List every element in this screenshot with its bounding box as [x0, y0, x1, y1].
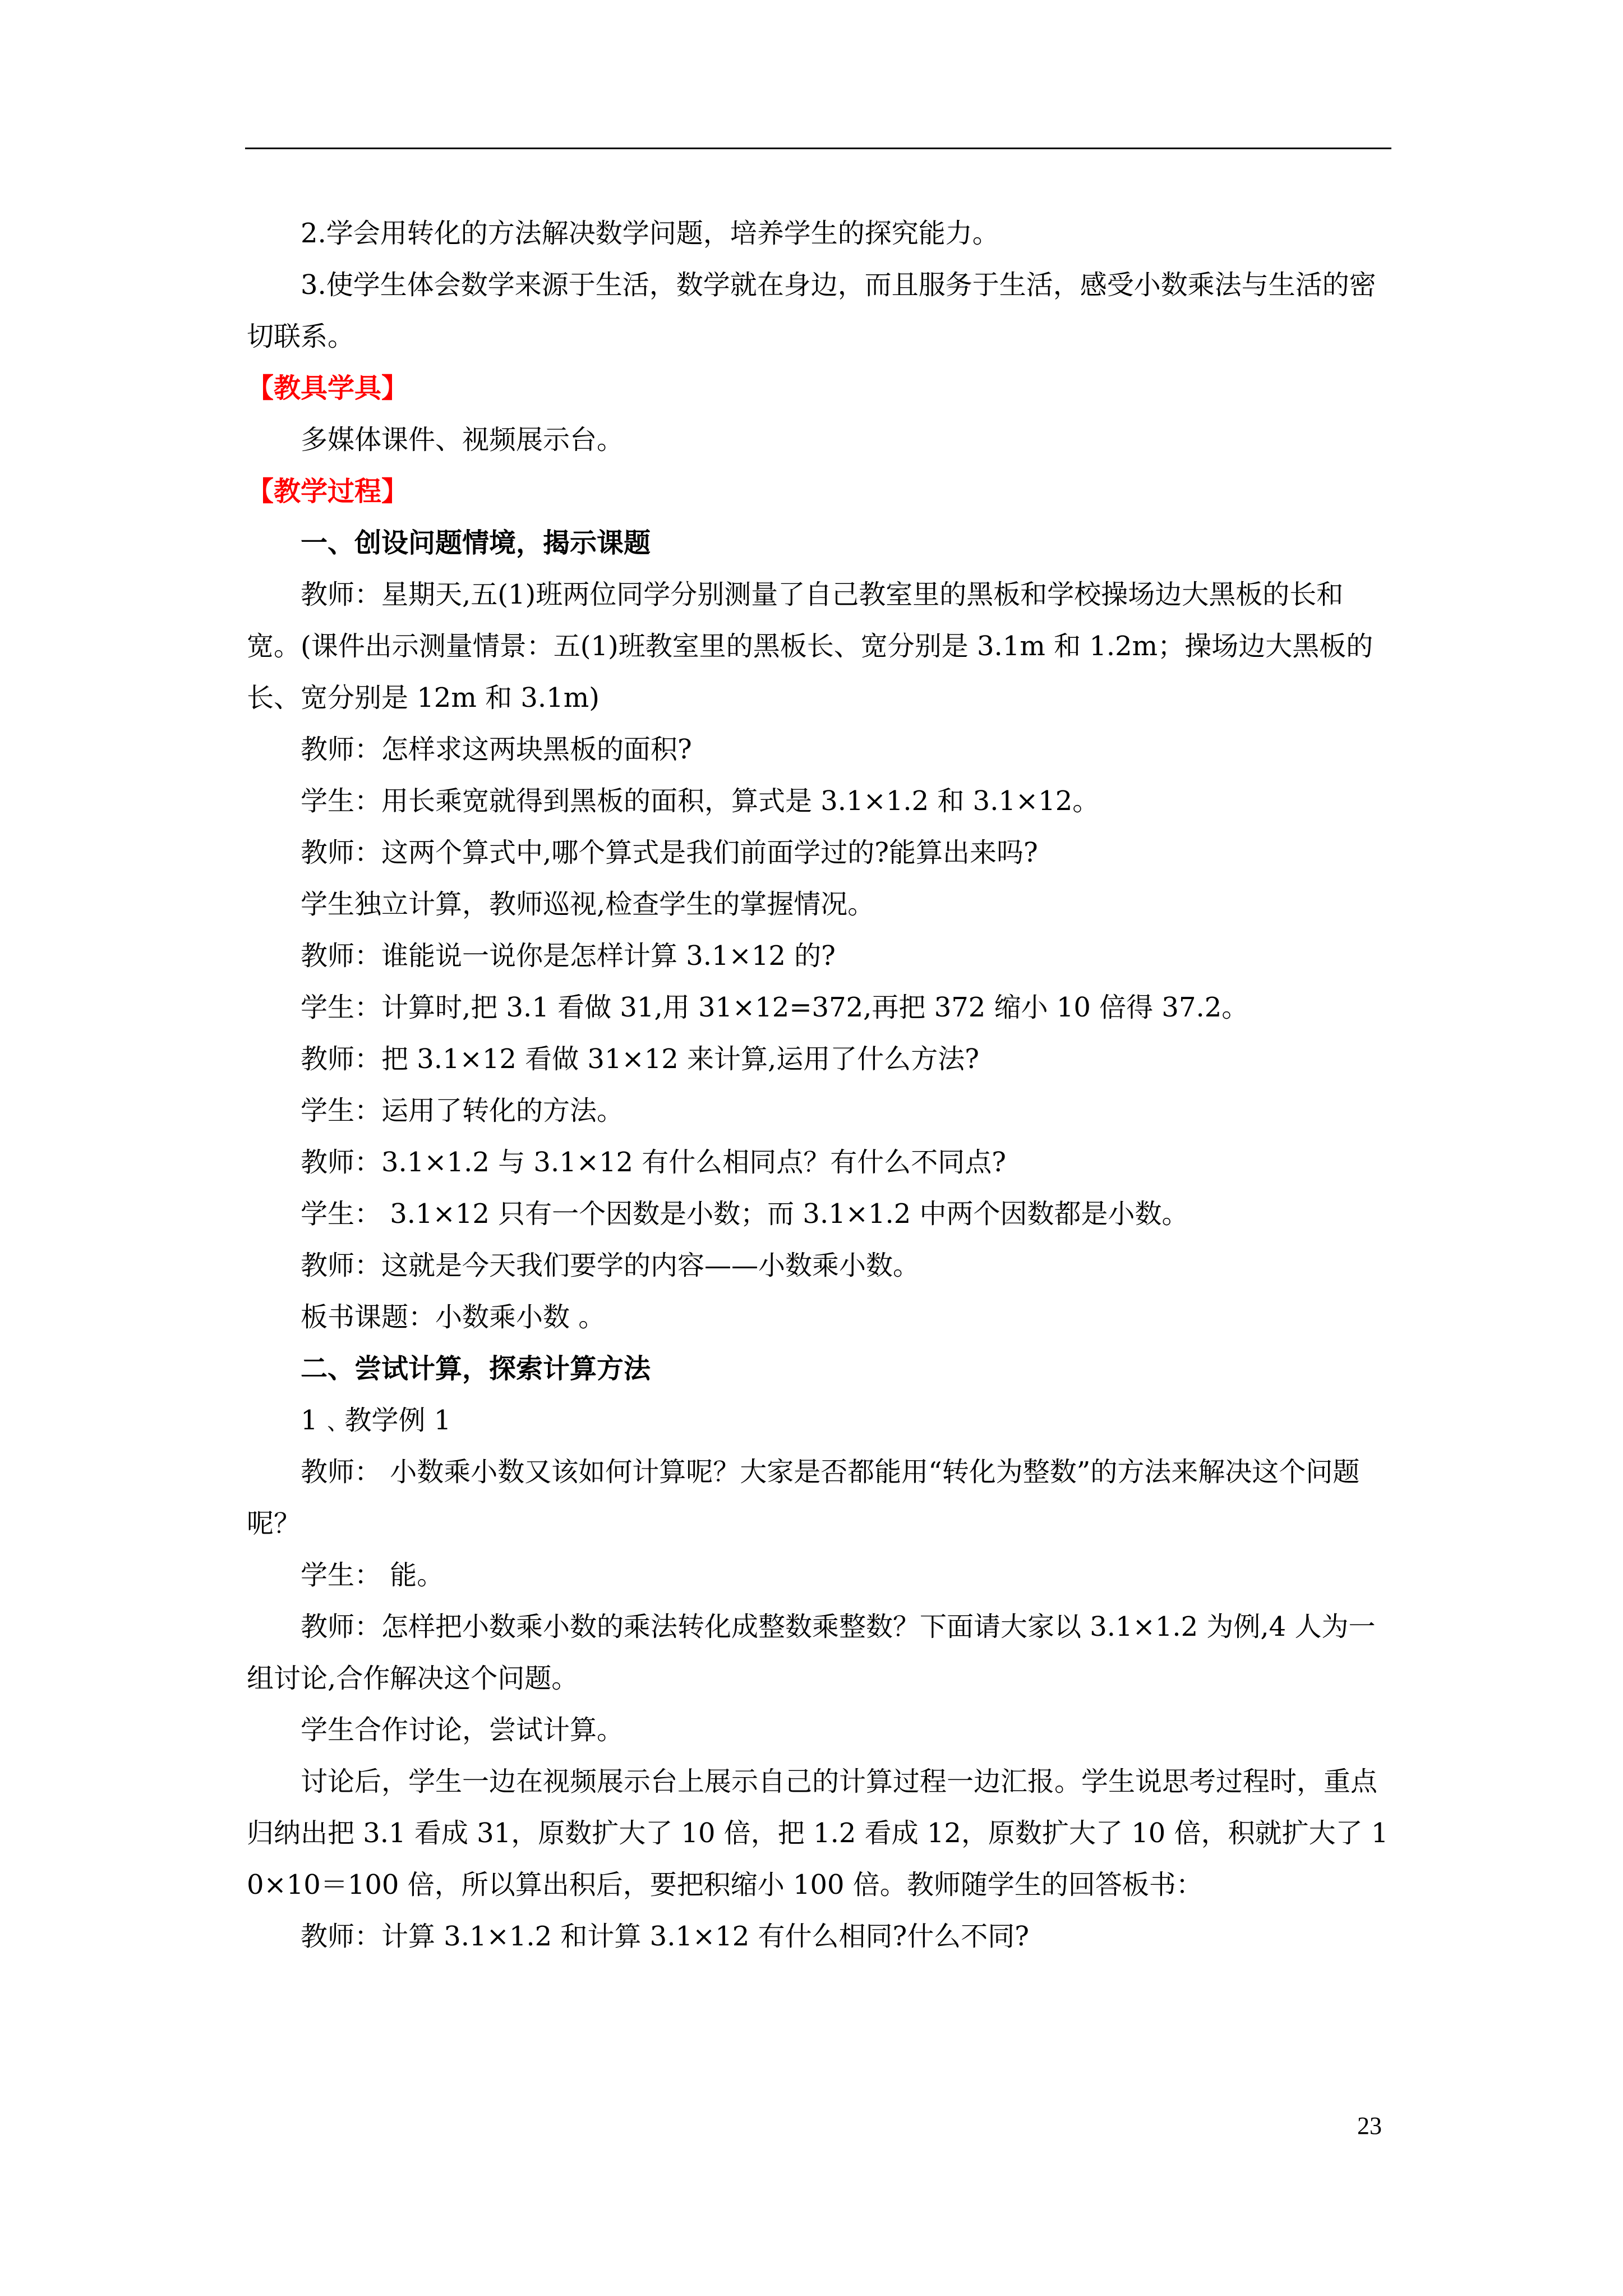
section1-line: 教师：这两个算式中,哪个算式是我们前面学过的?能算出来吗? [301, 837, 1038, 868]
header-rule [245, 148, 1391, 149]
section1-line: 学生独立计算，教师巡视,检查学生的掌握情况。 [301, 889, 875, 920]
section2-line: 教师：怎样把小数乘小数的乘法转化成整数乘整数？下面请大家以 3.1×1.2 为例,4 人为一组讨论,合作解决这个问题。 [247, 1611, 1376, 1694]
process-label: 【教学过程】 [247, 476, 409, 507]
section2-line: 学生： 能。 [301, 1559, 444, 1591]
section1-line: 学生：运用了转化的方法。 [301, 1095, 624, 1126]
section1-line: 教师：这就是今天我们要学的内容——小数乘小数。 [301, 1250, 920, 1281]
section2-line: 学生合作讨论，尝试计算。 [301, 1714, 624, 1746]
section1-line: 教师：星期天,五(1)班两位同学分别测量了自己教室里的黑板和学校操场边大黑板的长和宽。(课件出示测量情景：五(1)班教室里的黑板长、宽分别是 3.1m 和 1.2m；操场边大黑板的长、宽分别是 12m 和 3.1m) [247, 579, 1373, 714]
section1-line: 教师：谁能说一说你是怎样计算 3.1×12 的? [301, 940, 836, 972]
tools-label: 【教具学具】 [247, 372, 409, 404]
section2-line: 讨论后，学生一边在视频展示台上展示自己的计算过程一边汇报。学生说思考过程时，重点归纳出把 3.1 看成 31，原数扩大了 10 倍，把 1.2 看成 12，原数扩大了 10 倍，积就扩大了 10×10＝100 倍，所以算出积后，要把积缩小 100 倍。教师随学生的回答板书： [247, 1766, 1389, 1901]
section1-heading: 一、创设问题情境，揭示课题 [301, 527, 651, 559]
section2-line: 教师： 小数乘小数又该如何计算呢？大家是否都能用“转化为整数”的方法来解决这个问题呢？ [247, 1456, 1360, 1539]
section1-line: 教师：把 3.1×12 看做 31×12 来计算,运用了什么方法? [301, 1043, 980, 1075]
objective-3: 3.使学生体会数学来源于生活，数学就在身边，而且服务于生活，感受小数乘法与生活的密切联系。 [247, 269, 1376, 352]
page-number: 23 [1357, 2112, 1382, 2139]
section1-line: 学生：计算时,把 3.1 看做 31,用 31×12=372,再把 372 缩小 10 倍得 37.2。 [301, 992, 1249, 1023]
section1-line: 教师：3.1×1.2 与 3.1×12 有什么相同点？有什么不同点? [301, 1147, 1007, 1178]
section2-heading: 二、尝试计算，探索计算方法 [301, 1353, 651, 1384]
section2-line: 1﹑教学例 1 [301, 1405, 451, 1436]
section2-line: 教师：计算 3.1×1.2 和计算 3.1×12 有什么相同?什么不同? [301, 1921, 1030, 1952]
section1-line: 教师：怎样求这两块黑板的面积? [301, 734, 692, 765]
section1-line: 学生： 3.1×12 只有一个因数是小数；而 3.1×1.2 中两个因数都是小数。 [301, 1198, 1189, 1230]
tools-text: 多媒体课件、视频展示台。 [301, 424, 624, 455]
section1-line: 学生：用长乘宽就得到黑板的面积，算式是 3.1×1.2 和 3.1×12。 [301, 785, 1100, 817]
section1-line: 板书课题：小数乘小数 。 [301, 1301, 606, 1333]
page-body [247, 208, 1391, 1962]
objective-2: 2.学会用转化的方法解决数学问题，培养学生的探究能力。 [301, 218, 999, 249]
